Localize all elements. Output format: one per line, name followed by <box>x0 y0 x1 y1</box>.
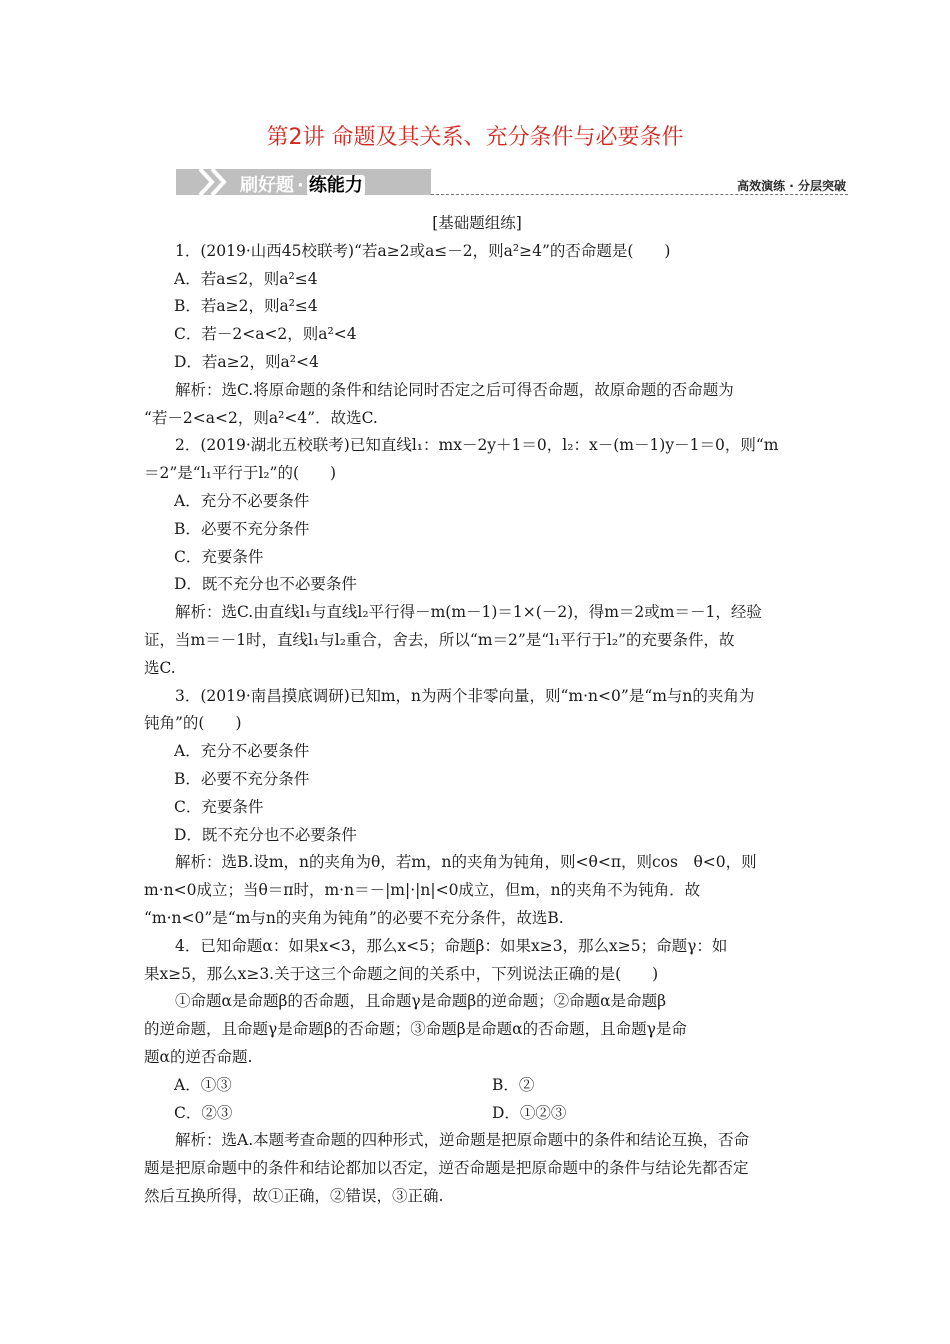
q1-option-a: A．若a≤2，则a²≤4 <box>174 269 318 288</box>
q4-stem-line1: 4．已知命题α：如果x<3，那么x<5；命题β：如果x≥3，那么x≥5；命题γ：如 <box>175 936 728 955</box>
q3-solution-line1: 解析：选B.设m，n的夹角为θ，若m，n的夹角为钝角，则<θ<π，则cos θ<0，则 <box>175 853 757 872</box>
q2-stem-line1: 2．(2019·湖北五校联考)已知直线l₁：mx－2y＋1＝0，l₂：x－(m－1)y－1＝0，则“m <box>175 436 779 455</box>
q1-option-d: D．若a≥2，则a²<4 <box>174 352 319 371</box>
banner-dot: · <box>297 175 304 196</box>
q1-stem: 1．(2019·山西45校联考)“若a≥2或a≤－2，则a²≥4”的否命题是( ) <box>175 241 671 260</box>
q4-statement-line1: ①命题α是命题β的否命题，且命题γ是命题β的逆命题；②命题α是命题β <box>175 992 667 1011</box>
page-title: 第2讲 命题及其关系、充分条件与必要条件 <box>266 125 684 150</box>
content <box>144 210 810 1211</box>
q3-solution-line2: m·n<0成立；当θ＝π时，m·n＝－|m|·|n|<0成立，但m，n的夹角不为钝角．故 <box>144 881 701 900</box>
q1-option-b: B．若a≥2，则a²≤4 <box>174 297 318 316</box>
chevron-double-icon <box>196 167 236 197</box>
q4-stem-line2: 果x≥5，那么x≥3.关于这三个命题之间的关系中，下列说法正确的是( ) <box>144 964 659 983</box>
q3-option-b: B．必要不充分条件 <box>174 769 310 788</box>
q2-option-a: A．充分不必要条件 <box>174 491 310 510</box>
banner-label <box>240 171 365 197</box>
q4-statement-line2: 的逆命题，且命题γ是命题β的否命题；③命题β是命题α的否命题，且命题γ是命 <box>144 1020 687 1039</box>
banner-divider <box>431 194 848 195</box>
q1-option-c: C．若－2<a<2，则a²<4 <box>174 325 357 344</box>
q4-solution-line3: 然后互换所得，故①正确，②错误，③正确. <box>144 1186 444 1205</box>
q2-stem-line2: ＝2”是“l₁平行于l₂”的( ) <box>144 464 337 483</box>
q4-options-row1 <box>144 1072 810 1100</box>
section-heading: [基础题组练] <box>432 214 522 232</box>
q1-solution-line1: 解析：选C.将原命题的条件和结论同时否定之后可得否命题，故原命题的否命题为 <box>175 380 734 399</box>
banner-right-label: 高效演练 · 分层突破 <box>737 179 846 193</box>
q3-stem-line1: 3．(2019·南昌摸底调研)已知m，n为两个非零向量，则“m·n<0”是“m与n的夹角为 <box>175 686 755 705</box>
q2-option-b: B．必要不充分条件 <box>174 519 310 538</box>
q3-solution-line3: “m·n<0”是“m与n的夹角为钝角”的必要不充分条件，故选B. <box>144 908 564 927</box>
q3-option-c: C．充要条件 <box>174 797 264 816</box>
q2-solution-line2: 证，当m＝－1时，直线l₁与l₂重合，舍去，所以“m＝2”是“l₁平行于l₂”的充要条件，故 <box>144 630 735 649</box>
q1-solution-line2: “若－2<a<2，则a²<4”．故选C. <box>144 408 378 427</box>
banner-label-a: 刷好题 <box>240 175 294 196</box>
q4-option-a: A．①③ <box>174 1075 232 1094</box>
q3-stem-line2: 钝角”的( ) <box>144 714 242 733</box>
q2-option-d: D．既不充分也不必要条件 <box>174 575 357 594</box>
q4-option-c: C．②③ <box>174 1103 233 1122</box>
q2-option-c: C．充要条件 <box>174 547 264 566</box>
q4-solution-line2: 题是把原命题中的条件和结论都加以否定，逆否命题是把原命题中的条件与结论先都否定 <box>144 1159 749 1178</box>
q3-option-d: D．既不充分也不必要条件 <box>174 825 357 844</box>
q4-solution-line1: 解析：选A.本题考查命题的四种形式，逆命题是把原命题中的条件和结论互换，否命 <box>175 1131 750 1150</box>
q4-option-b: B．② <box>492 1075 535 1094</box>
q4-options-row2 <box>144 1100 810 1128</box>
q4-option-d: D．①②③ <box>492 1103 567 1122</box>
q2-solution-line1: 解析：选C.由直线l₁与直线l₂平行得－m(m－1)＝1×(－2)，得m＝2或m＝－1，经验 <box>175 603 762 622</box>
q2-solution-line3: 选C. <box>144 658 176 677</box>
q4-statement-line3: 题α的逆否命题. <box>144 1047 253 1066</box>
q3-option-a: A．充分不必要条件 <box>174 742 310 761</box>
section-banner <box>176 167 848 197</box>
banner-label-b: 练能力 <box>308 175 363 196</box>
